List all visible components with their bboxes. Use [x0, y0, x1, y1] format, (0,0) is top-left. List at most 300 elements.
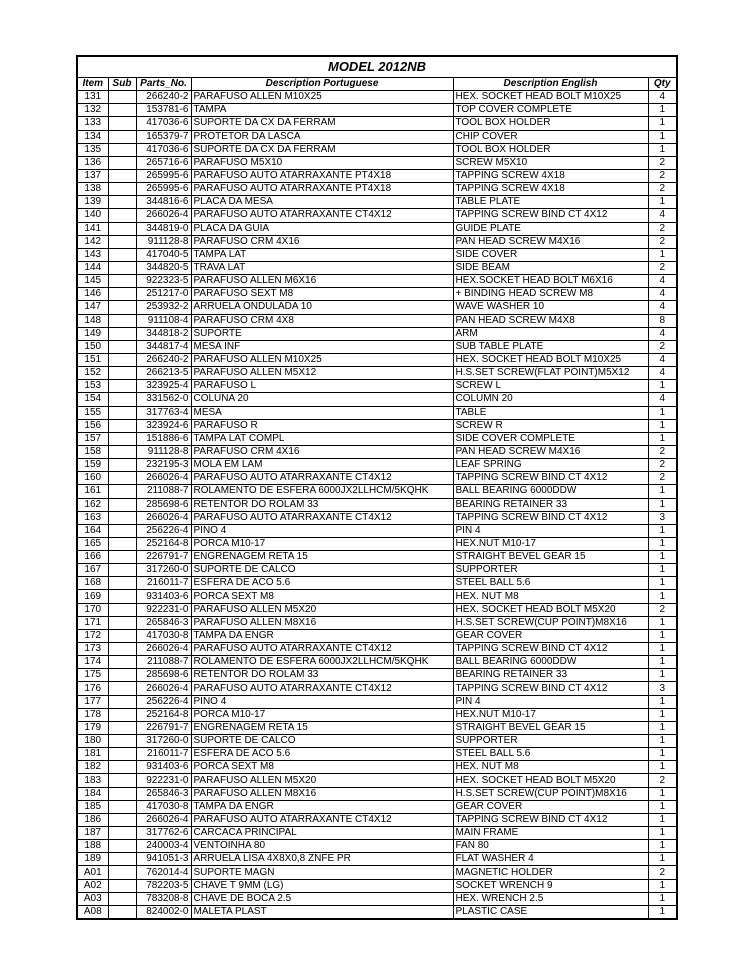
cell-description-english: SOCKET WRENCH 9: [453, 879, 648, 892]
table-row: [78, 419, 676, 432]
cell-description-portuguese: ESFERA DE ACO 5.6: [191, 577, 453, 590]
cell-parts-no: 252164-8: [136, 537, 191, 550]
cell-parts-no: 266026-4: [136, 682, 191, 695]
cell-description-english: H.S.SET SCREW(CUP POINT)M8X16: [453, 787, 648, 800]
cell-sub: [108, 459, 136, 472]
cell-qty: 1: [648, 721, 676, 734]
cell-description-portuguese: PARAFUSO AUTO ATARRAXANTE PT4X18: [191, 169, 453, 182]
cell-description-portuguese: ENGRENAGEM RETA 15: [191, 721, 453, 734]
cell-description-english: GEAR COVER: [453, 629, 648, 642]
cell-description-english: BALL BEARING 6000DDW: [453, 485, 648, 498]
cell-qty: 1: [648, 498, 676, 511]
cell-description-english: SUPPORTER: [453, 735, 648, 748]
cell-parts-no: 266240-2: [136, 91, 191, 104]
table-row: [78, 827, 676, 840]
table-row: [78, 564, 676, 577]
table-row: [78, 735, 676, 748]
cell-description-portuguese: SUPORTE DE CALCO: [191, 735, 453, 748]
cell-parts-no: 783208-8: [136, 892, 191, 905]
cell-description-portuguese: TAMPA: [191, 104, 453, 117]
parts-table-body: [78, 91, 676, 918]
cell-description-english: MAIN FRAME: [453, 827, 648, 840]
table-row: [78, 853, 676, 866]
cell-description-portuguese: PARAFUSO AUTO ATARRAXANTE CT4X12: [191, 209, 453, 222]
cell-description-english: SUPPORTER: [453, 564, 648, 577]
cell-parts-no: 211088-7: [136, 656, 191, 669]
cell-item: 132: [78, 104, 108, 117]
cell-description-portuguese: PARAFUSO SEXT M8: [191, 288, 453, 301]
cell-sub: [108, 629, 136, 642]
parts-list-sheet: [76, 55, 678, 920]
cell-sub: [108, 840, 136, 853]
model-title: MODEL 2012NB: [78, 57, 676, 78]
cell-qty: 1: [648, 104, 676, 117]
cell-qty: 1: [648, 669, 676, 682]
cell-qty: 2: [648, 459, 676, 472]
cell-qty: 1: [648, 787, 676, 800]
table-row: [78, 905, 676, 918]
cell-qty: 1: [648, 419, 676, 432]
cell-parts-no: 911128-8: [136, 235, 191, 248]
table-row: [78, 169, 676, 182]
cell-description-portuguese: TRAVA LAT: [191, 261, 453, 274]
cell-parts-no: 344819-0: [136, 222, 191, 235]
cell-qty: 4: [648, 288, 676, 301]
cell-item: 160: [78, 472, 108, 485]
cell-parts-no: 344820-5: [136, 261, 191, 274]
cell-item: 150: [78, 340, 108, 353]
column-header-description-portuguese: Description Portuguese: [191, 78, 453, 91]
cell-item: 133: [78, 117, 108, 130]
cell-description-portuguese: PARAFUSO ALLEN M8X16: [191, 616, 453, 629]
cell-qty: 2: [648, 156, 676, 169]
cell-parts-no: 251217-0: [136, 288, 191, 301]
cell-item: 135: [78, 143, 108, 156]
cell-item: 168: [78, 577, 108, 590]
cell-qty: 1: [648, 695, 676, 708]
table-row: [78, 222, 676, 235]
cell-item: 157: [78, 432, 108, 445]
cell-qty: 2: [648, 603, 676, 616]
table-row: [78, 143, 676, 156]
cell-parts-no: 931403-6: [136, 590, 191, 603]
table-row: [78, 537, 676, 550]
cell-sub: [108, 643, 136, 656]
table-row: [78, 498, 676, 511]
cell-description-portuguese: PARAFUSO ALLEN M6X16: [191, 275, 453, 288]
cell-item: 179: [78, 721, 108, 734]
cell-description-portuguese: SUPORTE DE CALCO: [191, 564, 453, 577]
cell-description-english: TAPPING SCREW BIND CT 4X12: [453, 813, 648, 826]
cell-item: 145: [78, 275, 108, 288]
cell-sub: [108, 432, 136, 445]
cell-sub: [108, 695, 136, 708]
cell-item: 177: [78, 695, 108, 708]
cell-item: 174: [78, 656, 108, 669]
cell-item: 139: [78, 196, 108, 209]
cell-sub: [108, 656, 136, 669]
cell-item: 178: [78, 708, 108, 721]
cell-item: 188: [78, 840, 108, 853]
cell-qty: 2: [648, 866, 676, 879]
column-header-parts-no: Parts_No.: [136, 78, 191, 91]
cell-parts-no: 252164-8: [136, 708, 191, 721]
cell-parts-no: 782203-5: [136, 879, 191, 892]
table-row: [78, 787, 676, 800]
cell-item: 170: [78, 603, 108, 616]
cell-description-english: HEX. SOCKET HEAD BOLT M5X20: [453, 774, 648, 787]
cell-description-english: LEAF SPRING: [453, 459, 648, 472]
cell-sub: [108, 853, 136, 866]
cell-sub: [108, 669, 136, 682]
table-row: [78, 616, 676, 629]
cell-qty: 2: [648, 340, 676, 353]
cell-qty: 1: [648, 643, 676, 656]
cell-parts-no: 417030-8: [136, 800, 191, 813]
cell-item: 184: [78, 787, 108, 800]
cell-sub: [108, 551, 136, 564]
cell-description-portuguese: PARAFUSO ALLEN M5X20: [191, 603, 453, 616]
cell-description-portuguese: PARAFUSO ALLEN M5X20: [191, 774, 453, 787]
cell-description-english: CHIP COVER: [453, 130, 648, 143]
table-row: [78, 130, 676, 143]
table-row: [78, 104, 676, 117]
cell-description-portuguese: COLUNA 20: [191, 393, 453, 406]
cell-parts-no: 317763-4: [136, 406, 191, 419]
cell-description-portuguese: PARAFUSO AUTO ATARRAXANTE PT4X18: [191, 183, 453, 196]
cell-item: 176: [78, 682, 108, 695]
cell-sub: [108, 301, 136, 314]
cell-item: 182: [78, 761, 108, 774]
cell-description-portuguese: PARAFUSO AUTO ATARRAXANTE CT4X12: [191, 472, 453, 485]
cell-description-english: HEX. SOCKET HEAD BOLT M10X25: [453, 91, 648, 104]
cell-qty: 2: [648, 472, 676, 485]
cell-qty: 1: [648, 879, 676, 892]
table-row: [78, 209, 676, 222]
table-header-row: [78, 78, 676, 91]
cell-sub: [108, 879, 136, 892]
cell-description-portuguese: ESFERA DE ACO 5.6: [191, 748, 453, 761]
table-row: [78, 301, 676, 314]
cell-parts-no: 922323-5: [136, 275, 191, 288]
cell-sub: [108, 748, 136, 761]
cell-parts-no: 265846-3: [136, 787, 191, 800]
cell-qty: 3: [648, 682, 676, 695]
cell-description-english: TAPPING SCREW BIND CT 4X12: [453, 472, 648, 485]
cell-parts-no: 265846-3: [136, 616, 191, 629]
cell-description-english: FLAT WASHER 4: [453, 853, 648, 866]
table-row: [78, 445, 676, 458]
cell-item: A08: [78, 905, 108, 918]
cell-item: 163: [78, 511, 108, 524]
cell-description-portuguese: TAMPA DA ENGR: [191, 800, 453, 813]
cell-description-portuguese: PARAFUSO ALLEN M8X16: [191, 787, 453, 800]
cell-parts-no: 165379-7: [136, 130, 191, 143]
cell-item: 156: [78, 419, 108, 432]
cell-qty: 1: [648, 827, 676, 840]
cell-description-english: MAGNETIC HOLDER: [453, 866, 648, 879]
cell-sub: [108, 682, 136, 695]
table-row: [78, 406, 676, 419]
cell-qty: 1: [648, 577, 676, 590]
cell-sub: [108, 406, 136, 419]
cell-qty: 1: [648, 616, 676, 629]
cell-description-english: TAPPING SCREW BIND CT 4X12: [453, 511, 648, 524]
cell-qty: 4: [648, 209, 676, 222]
cell-sub: [108, 156, 136, 169]
cell-item: 153: [78, 380, 108, 393]
cell-parts-no: 266240-2: [136, 353, 191, 366]
cell-description-portuguese: PARAFUSO CRM 4X8: [191, 314, 453, 327]
cell-parts-no: 266026-4: [136, 813, 191, 826]
table-row: [78, 866, 676, 879]
table-row: [78, 892, 676, 905]
cell-item: 167: [78, 564, 108, 577]
cell-item: 151: [78, 353, 108, 366]
cell-qty: 2: [648, 774, 676, 787]
cell-description-portuguese: PARAFUSO CRM 4X16: [191, 445, 453, 458]
cell-sub: [108, 498, 136, 511]
cell-sub: [108, 393, 136, 406]
cell-sub: [108, 235, 136, 248]
cell-description-portuguese: ARRUELA LISA 4X8X0,8 ZNFE PR: [191, 853, 453, 866]
cell-description-english: PIN 4: [453, 524, 648, 537]
cell-item: 173: [78, 643, 108, 656]
cell-item: 171: [78, 616, 108, 629]
cell-sub: [108, 590, 136, 603]
cell-parts-no: 226791-7: [136, 721, 191, 734]
cell-qty: 2: [648, 183, 676, 196]
cell-qty: 4: [648, 275, 676, 288]
table-row: [78, 708, 676, 721]
cell-description-english: TAPPING SCREW 4X18: [453, 169, 648, 182]
cell-item: 186: [78, 813, 108, 826]
cell-qty: 1: [648, 130, 676, 143]
cell-sub: [108, 524, 136, 537]
cell-description-portuguese: CHAVE DE BOCA 2.5: [191, 892, 453, 905]
cell-parts-no: 266026-4: [136, 643, 191, 656]
cell-qty: 1: [648, 380, 676, 393]
cell-sub: [108, 288, 136, 301]
table-row: [78, 629, 676, 642]
cell-description-portuguese: PARAFUSO L: [191, 380, 453, 393]
cell-description-english: TAPPING SCREW BIND CT 4X12: [453, 682, 648, 695]
cell-description-english: BALL BEARING 6000DDW: [453, 656, 648, 669]
table-row: [78, 380, 676, 393]
cell-parts-no: 253932-2: [136, 301, 191, 314]
cell-item: 165: [78, 537, 108, 550]
cell-item: A02: [78, 879, 108, 892]
cell-parts-no: 216011-7: [136, 577, 191, 590]
cell-description-portuguese: PORCA M10-17: [191, 708, 453, 721]
cell-item: 187: [78, 827, 108, 840]
table-row: [78, 459, 676, 472]
cell-qty: 1: [648, 432, 676, 445]
cell-item: 162: [78, 498, 108, 511]
cell-sub: [108, 708, 136, 721]
cell-qty: 1: [648, 143, 676, 156]
cell-description-english: PAN HEAD SCREW M4X16: [453, 235, 648, 248]
cell-description-english: SIDE COVER COMPLETE: [453, 432, 648, 445]
cell-description-portuguese: MALETA PLAST: [191, 905, 453, 918]
cell-description-english: HEX. WRENCH 2.5: [453, 892, 648, 905]
cell-qty: 1: [648, 800, 676, 813]
cell-parts-no: 266026-4: [136, 472, 191, 485]
cell-parts-no: 762014-4: [136, 866, 191, 879]
cell-description-portuguese: PINO 4: [191, 695, 453, 708]
cell-parts-no: 922231-0: [136, 774, 191, 787]
cell-item: A03: [78, 892, 108, 905]
table-row: [78, 314, 676, 327]
cell-item: 172: [78, 629, 108, 642]
cell-parts-no: 941051-3: [136, 853, 191, 866]
cell-description-portuguese: TAMPA LAT: [191, 248, 453, 261]
cell-description-english: WAVE WASHER 10: [453, 301, 648, 314]
cell-parts-no: 911128-8: [136, 445, 191, 458]
cell-item: 175: [78, 669, 108, 682]
cell-description-english: HEX. SOCKET HEAD BOLT M10X25: [453, 353, 648, 366]
cell-qty: 1: [648, 708, 676, 721]
cell-description-english: STRAIGHT BEVEL GEAR 15: [453, 551, 648, 564]
cell-description-english: TAPPING SCREW BIND CT 4X12: [453, 209, 648, 222]
cell-description-english: PIN 4: [453, 695, 648, 708]
table-row: [78, 432, 676, 445]
cell-qty: 1: [648, 117, 676, 130]
cell-parts-no: 240003-4: [136, 840, 191, 853]
cell-qty: 2: [648, 169, 676, 182]
column-header-sub: Sub: [108, 78, 136, 91]
cell-item: 144: [78, 261, 108, 274]
cell-parts-no: 211088-7: [136, 485, 191, 498]
cell-description-portuguese: PORCA M10-17: [191, 537, 453, 550]
cell-description-english: SIDE BEAM: [453, 261, 648, 274]
cell-sub: [108, 721, 136, 734]
cell-description-english: TABLE: [453, 406, 648, 419]
cell-description-english: + BINDING HEAD SCREW M8: [453, 288, 648, 301]
cell-description-portuguese: CARCACA PRINCIPAL: [191, 827, 453, 840]
cell-qty: 2: [648, 222, 676, 235]
cell-description-english: HEX.NUT M10-17: [453, 708, 648, 721]
cell-sub: [108, 196, 136, 209]
table-row: [78, 288, 676, 301]
cell-description-portuguese: RETENTOR DO ROLAM 33: [191, 498, 453, 511]
cell-qty: 4: [648, 91, 676, 104]
cell-sub: [108, 800, 136, 813]
cell-sub: [108, 827, 136, 840]
cell-description-english: SUB TABLE PLATE: [453, 340, 648, 353]
cell-description-portuguese: PLACA DA MESA: [191, 196, 453, 209]
cell-parts-no: 331562-0: [136, 393, 191, 406]
cell-sub: [108, 616, 136, 629]
cell-item: 138: [78, 183, 108, 196]
cell-description-portuguese: ROLAMENTO DE ESFERA 6000JX2LLHCM/5KQHK: [191, 485, 453, 498]
cell-qty: 4: [648, 393, 676, 406]
cell-description-portuguese: MOLA EM LAM: [191, 459, 453, 472]
cell-sub: [108, 774, 136, 787]
cell-parts-no: 266213-5: [136, 367, 191, 380]
cell-description-english: ARM: [453, 327, 648, 340]
cell-sub: [108, 564, 136, 577]
table-row: [78, 551, 676, 564]
cell-description-portuguese: MESA: [191, 406, 453, 419]
cell-qty: 1: [648, 196, 676, 209]
table-row: [78, 511, 676, 524]
cell-description-english: GEAR COVER: [453, 800, 648, 813]
cell-item: A01: [78, 866, 108, 879]
cell-sub: [108, 222, 136, 235]
cell-sub: [108, 892, 136, 905]
cell-parts-no: 323924-6: [136, 419, 191, 432]
cell-description-portuguese: SUPORTE MAGN: [191, 866, 453, 879]
cell-item: 136: [78, 156, 108, 169]
cell-parts-no: 344817-4: [136, 340, 191, 353]
cell-item: 164: [78, 524, 108, 537]
column-header-item: Item: [78, 78, 108, 91]
cell-description-english: TOP COVER COMPLETE: [453, 104, 648, 117]
cell-sub: [108, 577, 136, 590]
cell-sub: [108, 327, 136, 340]
cell-description-portuguese: VENTOINHA 80: [191, 840, 453, 853]
table-row: [78, 472, 676, 485]
table-row: [78, 327, 676, 340]
cell-qty: 1: [648, 537, 676, 550]
cell-description-portuguese: PINO 4: [191, 524, 453, 537]
cell-parts-no: 151886-6: [136, 432, 191, 445]
table-row: [78, 577, 676, 590]
table-row: [78, 879, 676, 892]
table-row: [78, 275, 676, 288]
cell-item: 143: [78, 248, 108, 261]
cell-description-portuguese: PARAFUSO AUTO ATARRAXANTE CT4X12: [191, 511, 453, 524]
cell-parts-no: 417030-8: [136, 629, 191, 642]
cell-qty: 2: [648, 261, 676, 274]
cell-description-english: TOOL BOX HOLDER: [453, 117, 648, 130]
cell-sub: [108, 275, 136, 288]
cell-description-portuguese: PARAFUSO ALLEN M5X12: [191, 367, 453, 380]
cell-description-portuguese: PARAFUSO M5X10: [191, 156, 453, 169]
cell-sub: [108, 367, 136, 380]
cell-item: 180: [78, 735, 108, 748]
cell-description-portuguese: CHAVE T 9MM (LG): [191, 879, 453, 892]
cell-description-portuguese: PARAFUSO AUTO ATARRAXANTE CT4X12: [191, 682, 453, 695]
cell-item: 142: [78, 235, 108, 248]
cell-description-english: BEARING RETAINER 33: [453, 669, 648, 682]
table-row: [78, 393, 676, 406]
cell-sub: [108, 91, 136, 104]
cell-sub: [108, 813, 136, 826]
cell-qty: 1: [648, 406, 676, 419]
cell-sub: [108, 117, 136, 130]
cell-item: 185: [78, 800, 108, 813]
cell-qty: 2: [648, 445, 676, 458]
cell-qty: 1: [648, 748, 676, 761]
cell-description-portuguese: PORCA SEXT M8: [191, 761, 453, 774]
cell-description-english: PAN HEAD SCREW M4X8: [453, 314, 648, 327]
table-row: [78, 91, 676, 104]
cell-qty: 1: [648, 564, 676, 577]
cell-sub: [108, 485, 136, 498]
cell-description-portuguese: SUPORTE DA CX DA FERRAM: [191, 143, 453, 156]
cell-description-english: H.S.SET SCREW(CUP POINT)M8X16: [453, 616, 648, 629]
cell-description-english: FAN 80: [453, 840, 648, 853]
cell-qty: 1: [648, 892, 676, 905]
cell-description-english: BEARING RETAINER 33: [453, 498, 648, 511]
cell-item: 154: [78, 393, 108, 406]
cell-qty: 1: [648, 905, 676, 918]
cell-parts-no: 266026-4: [136, 209, 191, 222]
cell-item: 137: [78, 169, 108, 182]
cell-sub: [108, 905, 136, 918]
